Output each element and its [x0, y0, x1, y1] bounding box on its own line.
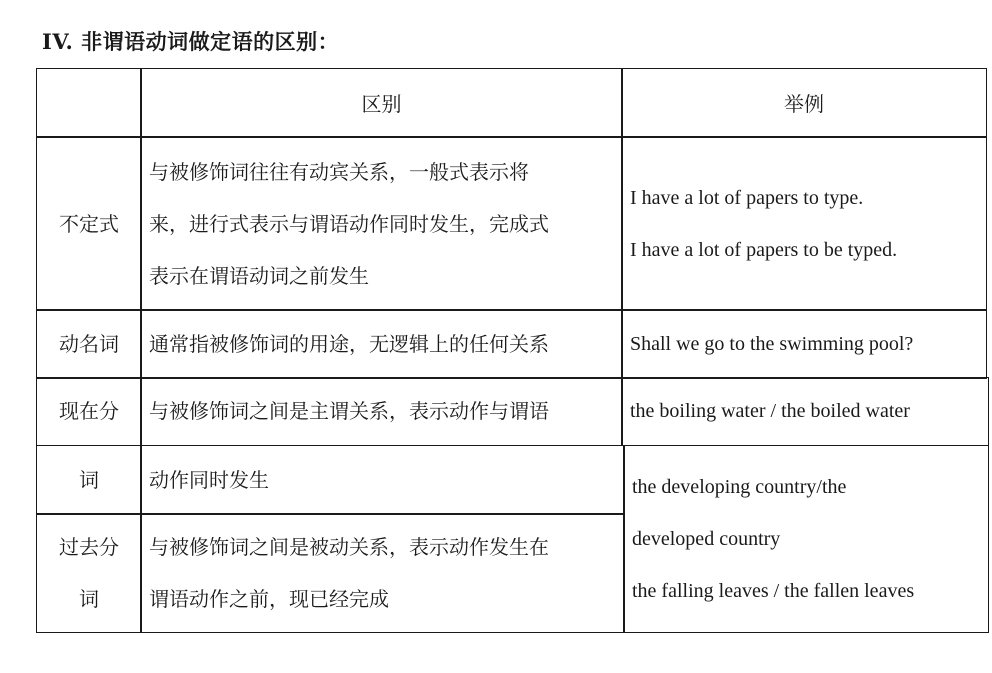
past-participle-difference	[140, 513, 625, 633]
shared-example-line: developed country	[632, 528, 781, 550]
past-participle-label: 词	[79, 587, 99, 611]
past-participle-diff-line: 谓语动作之前，现已经完成	[149, 587, 389, 611]
row-label-present-participle	[36, 377, 142, 446]
present-participle-difference	[140, 377, 623, 446]
gerund-diff: 通常指被修饰词的用途，无逻辑上的任何关系	[149, 332, 549, 356]
past-participle-label: 过去分	[59, 535, 119, 559]
infinitive-difference	[140, 136, 623, 311]
present-participle-label: 现在分	[59, 399, 119, 423]
header-example-label: 举例	[784, 92, 824, 116]
continuation-diff: 动作同时发生	[149, 468, 269, 492]
section-title: IV. 非谓语动词做定语的区别：	[42, 29, 340, 54]
continuation-label: 词	[79, 468, 99, 492]
header-blank-cell	[36, 68, 142, 138]
past-participle-diff-line: 与被修饰词之间是被动关系，表示动作发生在	[149, 535, 549, 559]
row-label-gerund	[36, 309, 142, 379]
header-difference	[140, 68, 623, 138]
gerund-label: 动名词	[59, 332, 119, 356]
gerund-difference	[140, 309, 623, 379]
shared-example-line: the developing country/the	[632, 476, 847, 498]
infinitive-label: 不定式	[59, 212, 119, 236]
infinitive-example: I have a lot of papers to type.	[630, 186, 864, 209]
infinitive-example: I have a lot of papers to be typed.	[630, 238, 898, 261]
row-label-infinitive	[36, 136, 142, 311]
shared-example-line: the falling leaves / the fallen leaves	[632, 580, 915, 602]
infinitive-diff-line: 表示在谓语动词之前发生	[149, 263, 369, 288]
infinitive-examples	[621, 136, 987, 311]
infinitive-diff-line: 来，进行式表示与谓语动作同时发生，完成式	[149, 211, 549, 236]
row-label-past-participle	[36, 513, 142, 633]
header-difference-label: 区别	[361, 92, 402, 116]
gerund-example-text: Shall we go to the swimming pool?	[630, 333, 914, 355]
participle-shared-examples	[623, 445, 989, 633]
row-label-continuation	[36, 445, 142, 515]
continuation-difference	[140, 445, 625, 515]
present-participle-example	[621, 377, 989, 446]
gerund-example	[621, 309, 987, 379]
present-participle-example-text: the boiling water / the boiled water	[630, 400, 910, 422]
header-example	[621, 68, 987, 138]
present-participle-diff: 与被修饰词之间是主谓关系，表示动作与谓语	[149, 399, 549, 423]
infinitive-diff-line: 与被修饰词往往有动宾关系，一般式表示将	[149, 159, 529, 184]
